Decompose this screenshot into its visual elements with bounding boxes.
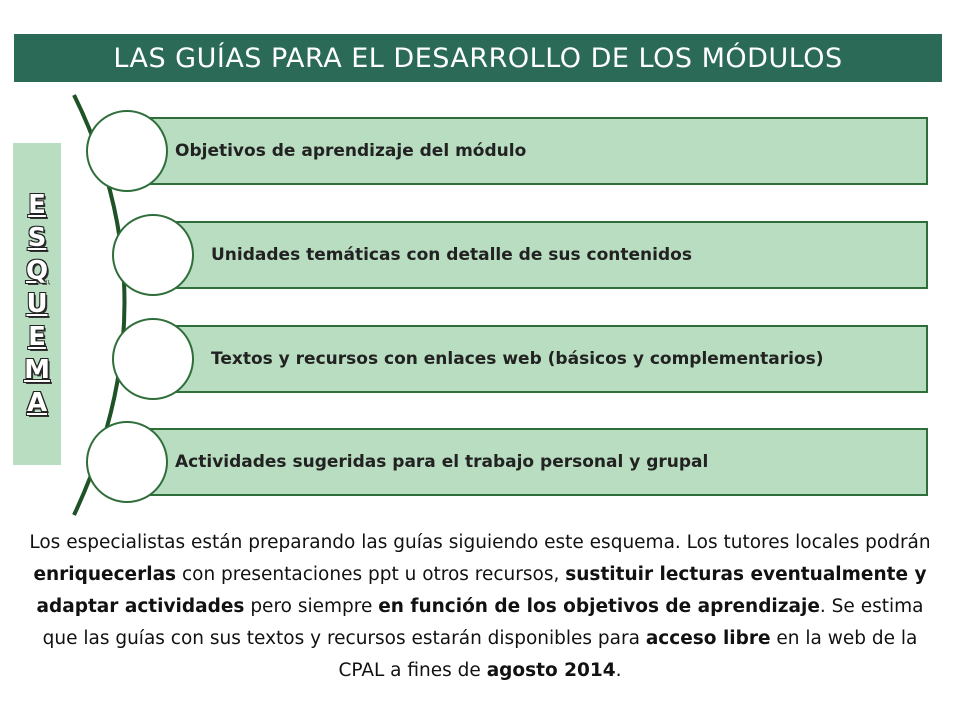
- description-paragraph: [20, 527, 940, 687]
- para-text: . Se estima que las guías con sus textos y recursos estarán disponibles para: [42, 596, 924, 649]
- page-title: LAS GUÍAS PARA EL DESARROLLO DE LOS MÓDULOS: [14, 34, 942, 82]
- step-circle-2: [112, 214, 194, 296]
- esquema-letter: E: [28, 189, 46, 220]
- para-text: con presentaciones ppt u otros recursos,: [176, 564, 566, 585]
- step-bar-textos: [165, 325, 928, 393]
- para-emphasis: en función de los objetivos de aprendizaje: [378, 596, 820, 617]
- step-label: Actividades sugeridas para el trabajo personal y grupal: [175, 452, 709, 472]
- step-bar-unidades: [165, 221, 928, 289]
- esquema-letter: E: [28, 321, 46, 352]
- para-text: .: [615, 660, 622, 681]
- step-bar-objetivos: [125, 117, 928, 185]
- para-emphasis: acceso libre: [645, 628, 771, 649]
- step-circle-3: [112, 318, 194, 400]
- para-emphasis: sustituir lecturas eventualmente y adaptar actividades: [36, 564, 927, 617]
- para-emphasis: agosto 2014: [486, 660, 616, 681]
- step-circle-4: [86, 421, 168, 503]
- step-bar-actividades: [125, 428, 928, 496]
- esquema-letter: U: [26, 288, 48, 319]
- esquema-vertical-label: [13, 143, 61, 465]
- para-emphasis: enriquecerlas: [33, 564, 177, 585]
- esquema-letter: A: [26, 387, 48, 418]
- step-label: Textos y recursos con enlaces web (básicos y complementarios): [211, 349, 824, 369]
- esquema-letter: M: [24, 354, 50, 385]
- step-label: Objetivos de aprendizaje del módulo: [175, 141, 527, 161]
- para-text: Los especialistas están preparando las guías siguiendo este esquema. Los tutores locales podrán: [29, 532, 931, 553]
- step-circle-1: [86, 110, 168, 192]
- esquema-letter: Q: [25, 255, 49, 286]
- para-text: pero siempre: [244, 596, 379, 617]
- esquema-letter: S: [27, 222, 47, 253]
- para-text: en la web de la CPAL a fines de: [338, 628, 918, 681]
- step-label: Unidades temáticas con detalle de sus contenidos: [211, 245, 692, 265]
